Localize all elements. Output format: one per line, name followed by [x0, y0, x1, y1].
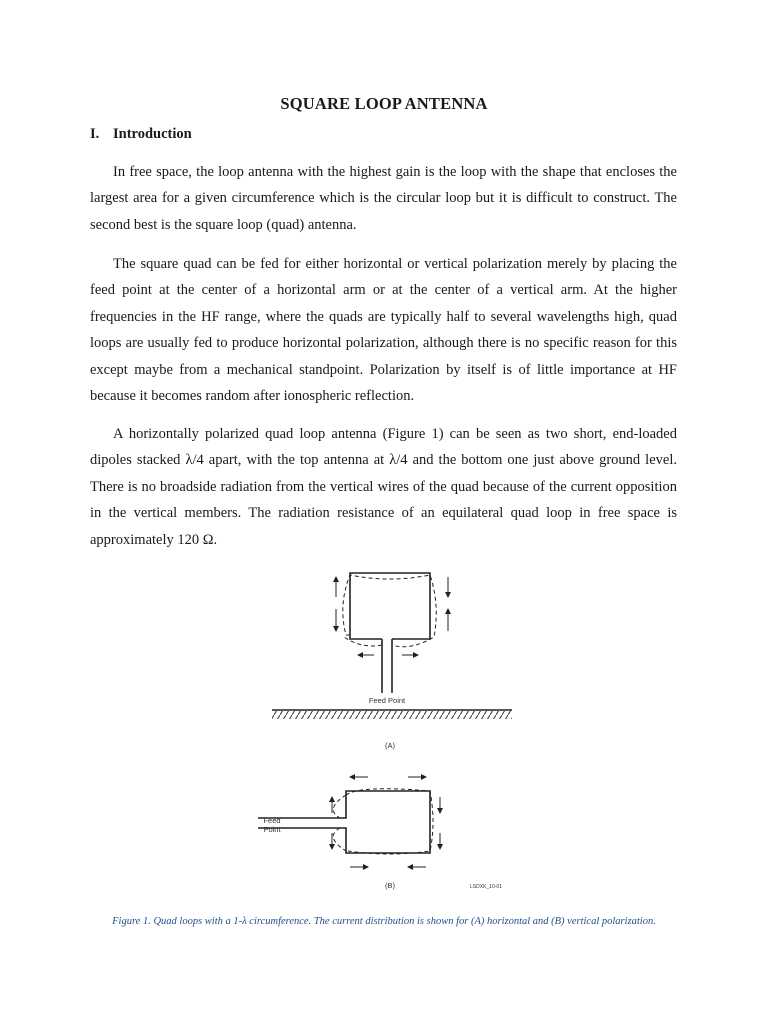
- current-distribution-dashed: [343, 575, 436, 647]
- loop-wire: [258, 791, 430, 853]
- diagram-b: [258, 777, 502, 890]
- section-heading: [90, 126, 192, 143]
- section-number: I.: [90, 126, 100, 142]
- paragraph: In free space, the loop antenna with the highest gain is the loop with the shape that encloses the largest area for a given circumference which is the circular loop but it is difficult to construct. The second best is the square loop (quad) antenna.: [90, 164, 677, 233]
- figure-quad-loops: [250, 565, 520, 895]
- feed-line: [382, 639, 392, 693]
- diagram-a: [272, 573, 512, 750]
- paragraph: The square quad can be fed for either horizontal or vertical polarization merely by placing the feed point at the center of a horizontal arm or at the center of a vertical arm. At the higher frequencies in the HF range, where the quads are typically half to several wavelengths high, quad loops are usually fed to produce horizontal polarization, although there is no specific reason for this except maybe from a mechanical standpoint. Polarization by itself is of little importance at HF because it becomes random after ionospheric reflection.: [90, 256, 677, 405]
- paragraph: A horizontally polarized quad loop antenna (Figure 1) can be seen as two short, end-loaded dipoles stacked λ/4 apart, with the top antenna at λ/4 and the bottom one just above ground level. There is no broadside radiation from the vertical wires of the quad because of the current opposition in the vertical members. The radiation resistance of an equilateral quad loop in free space is approximately 120 Ω.: [90, 426, 677, 548]
- current-distribution-dashed: [346, 789, 433, 854]
- point-label-b: Point: [263, 825, 281, 834]
- ground-hatch: [272, 711, 512, 719]
- quad-loop-diagram: [250, 565, 520, 895]
- feed-label-b: Feed: [263, 816, 281, 825]
- section-title: Introduction: [113, 126, 192, 142]
- figure-code: LSDXK_10-01: [470, 884, 502, 890]
- feed-point-label-a: Feed Point: [368, 696, 406, 705]
- figure-caption: Figure 1. Quad loops with a 1-λ circumference. The current distribution is shown for (A) horizontal and (B) vertical polarization.: [112, 916, 656, 927]
- figure-label-b: (B): [385, 881, 395, 890]
- page-title: SQUARE LOOP ANTENNA: [280, 94, 488, 113]
- figure-label-a: (A): [385, 741, 395, 750]
- loop-wire: [350, 573, 430, 639]
